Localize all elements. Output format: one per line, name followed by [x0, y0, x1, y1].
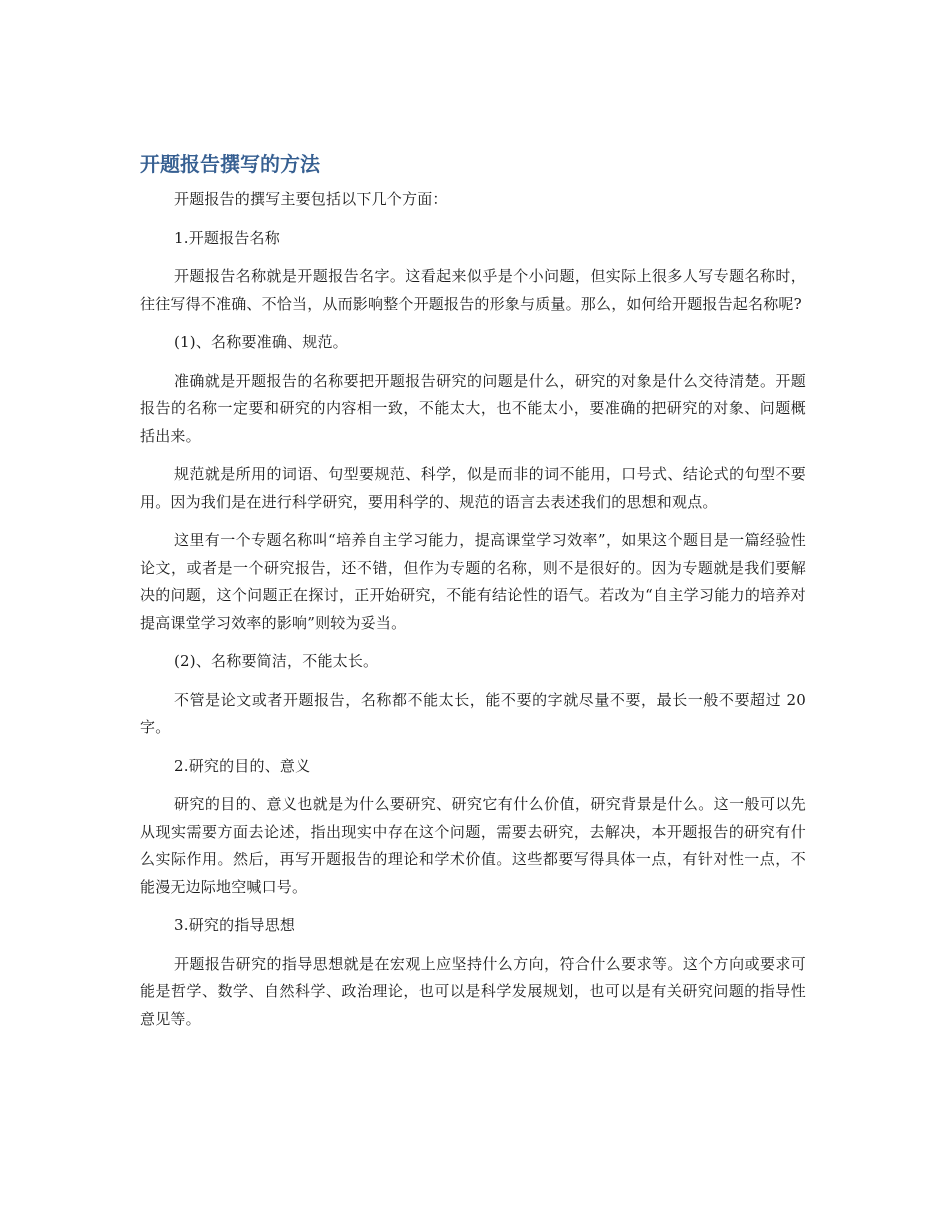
subsection-heading-2: (2)、名称要简洁，不能太长。 [174, 652, 379, 670]
section-heading-2: 2.研究的目的、意义 [174, 756, 311, 775]
body-paragraph: 准确就是开题报告的名称要把开题报告研究的问题是什么，研究的对象是什么交待清楚。开题报告的名称一定要和研究的内容相一致，不能太大，也不能太小，要准确的把研究的对象、问题概括出来。 [140, 371, 806, 445]
intro-paragraph: 开题报告的撰写主要包括以下几个方面： [174, 190, 448, 208]
section-heading-3: 3.研究的指导思想 [174, 916, 296, 934]
body-paragraph: 这里有一个专题名称叫“培养自主学习能力，提高课堂学习效率”，如果这个题目是一篇经验性论文，或者是一个研究报告，还不错，但作为专题的名称，则不是很好的。因为专题就是我们要解决的问题，这个问题正在探讨，正开始研究，不能有结论性的语气。若改为“自主学习能力的培养对提高课堂学习效率的影响”则较为妥当。 [140, 531, 806, 632]
body-paragraph: 研究的目的、意义也就是为什么要研究、研究它有什么价值，研究背景是什么。这一般可以先从现实需要方面去论述，指出现实中存在这个问题，需要去研究，去解决，本开题报告的研究有什么实际作用。然后，再写开题报告的理论和学术价值。这些都要写得具体一点，有针对性一点，不能漫无边际地空喊口号。 [140, 795, 806, 896]
section-heading-1: 1.开题报告名称 [174, 228, 280, 247]
body-paragraph: 规范就是所用的词语、句型要规范、科学，似是而非的词不能用，口号式、结论式的句型不要用。因为我们是在进行科学研究，要用科学的、规范的语言去表述我们的思想和观点。 [140, 465, 806, 511]
body-paragraph: 开题报告研究的指导思想就是在宏观上应坚持什么方向，符合什么要求等。这个方向或要求可能是哲学、数学、自然科学、政治理论，也可以是科学发展规划，也可以是有关研究问题的指导性意见等。 [140, 954, 806, 1028]
body-paragraph: 开题报告名称就是开题报告名字。这看起来似乎是个小问题，但实际上很多人写专题名称时，往往写得不准确、不恰当，从而影响整个开题报告的形象与质量。那么，如何给开题报告起名称呢? [140, 267, 806, 313]
subsection-heading-1: (1)、名称要准确、规范。 [174, 333, 348, 351]
body-paragraph: 不管是论文或者开题报告，名称都不能太长，能不要的字就尽量不要，最长一般不要超过 20 字。 [140, 690, 806, 736]
document-title: 开题报告撰写的方法 [140, 152, 320, 176]
document-page [140, 146, 806, 1044]
